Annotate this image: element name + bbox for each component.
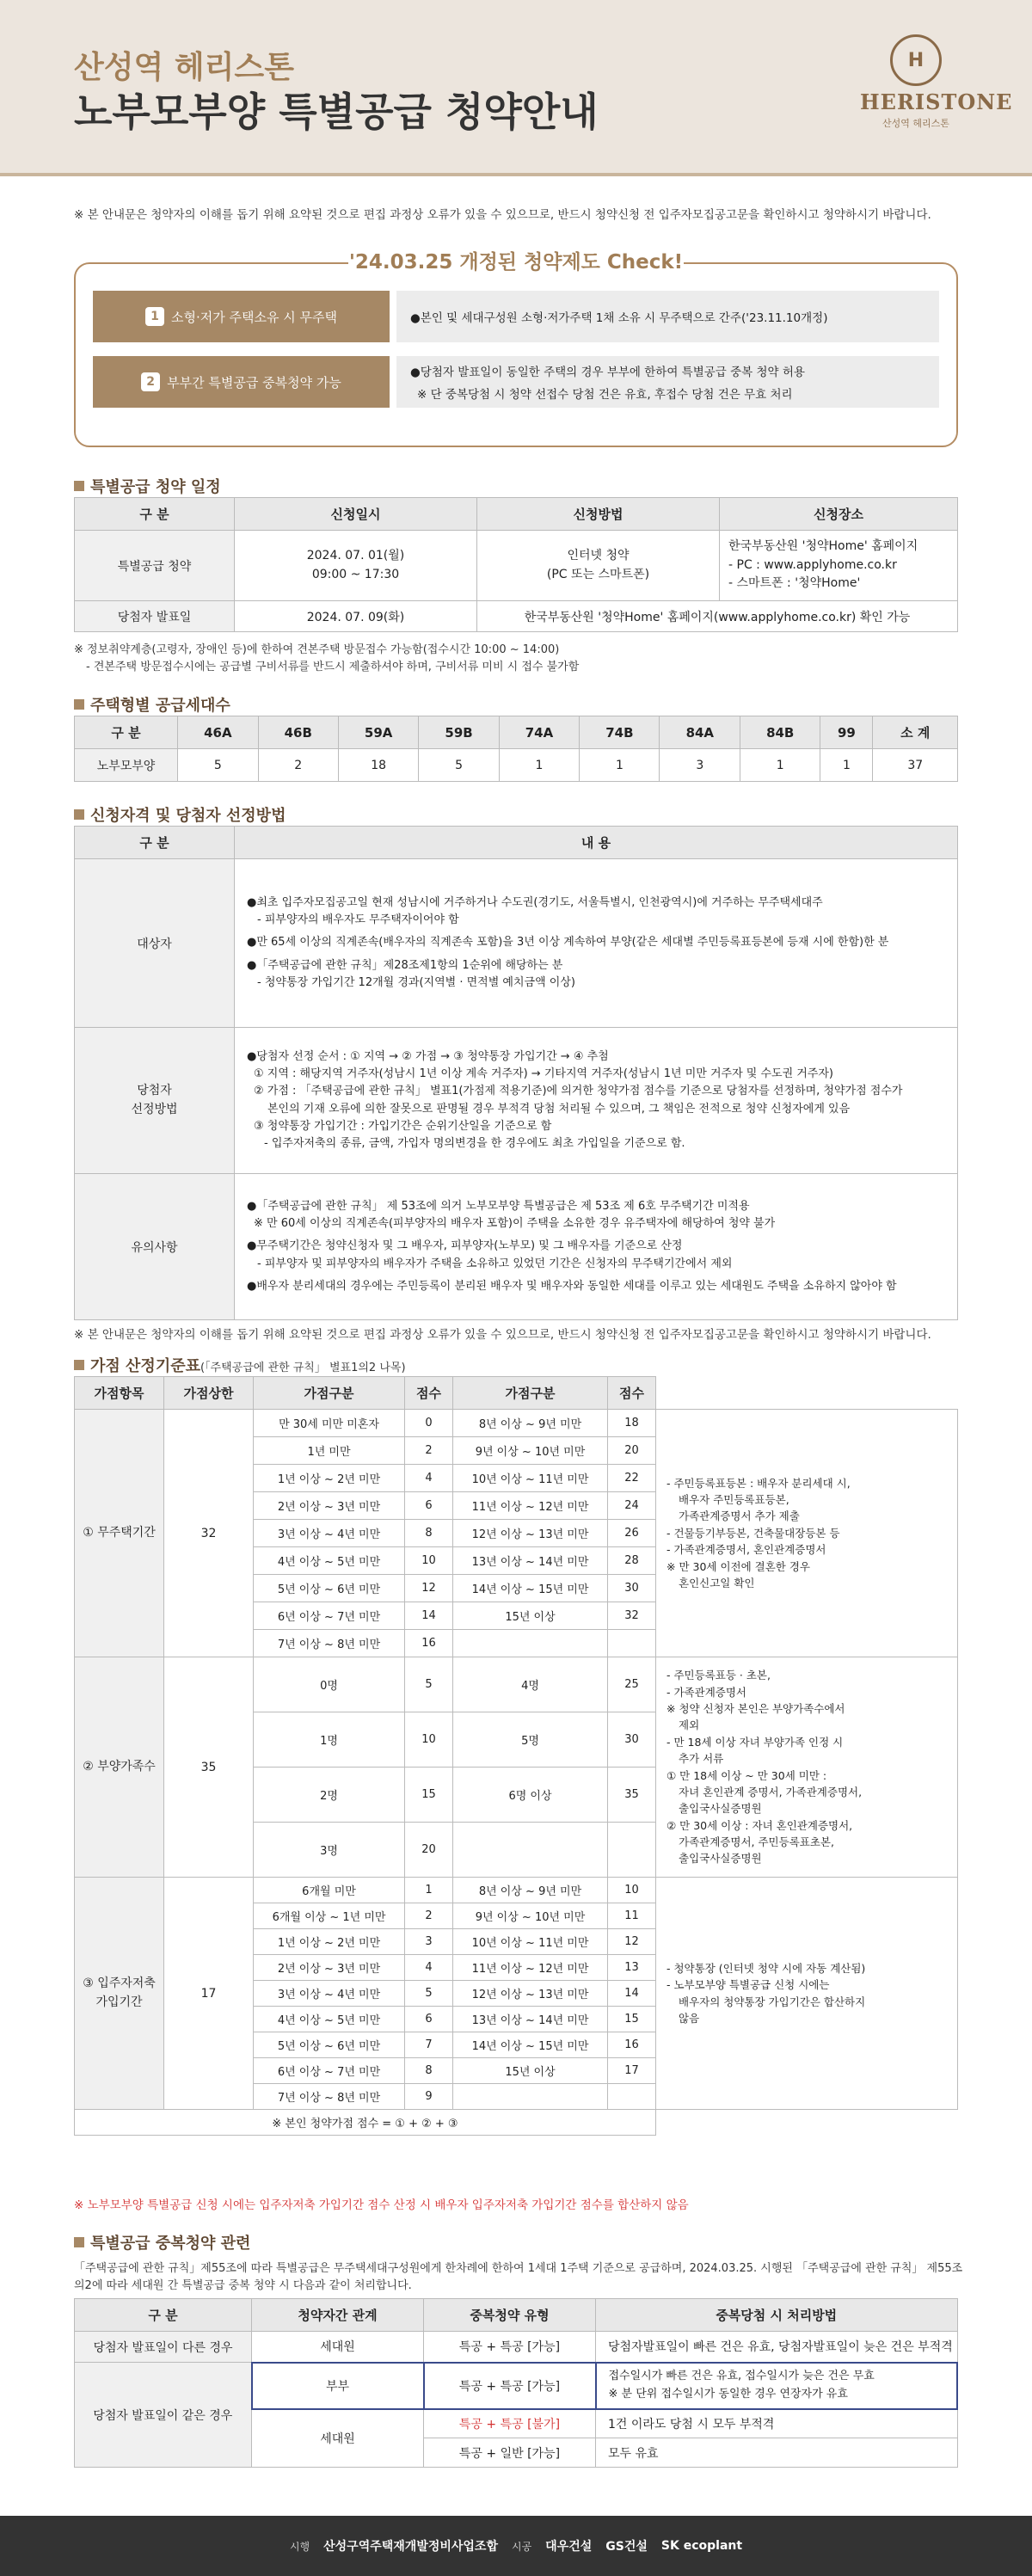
score-total: ※ 본인 청약가점 점수 = ① + ② + ③ — [75, 2110, 656, 2136]
score-cell: 9년 이상 ~ 10년 미만 — [453, 1903, 608, 1929]
footer-company-1: 대우건설 — [545, 2540, 593, 2554]
score-cell — [453, 1823, 608, 1878]
score-cell: 7 — [405, 2032, 453, 2058]
brand-logo — [860, 34, 1013, 130]
score-cell: 22 — [608, 1465, 656, 1492]
score-cell: 8 — [405, 1520, 453, 1547]
score-cell: 1명 — [254, 1712, 405, 1768]
score-cell: 2년 이상 ~ 3년 미만 — [254, 1955, 405, 1981]
score-cell: 5명 — [453, 1712, 608, 1768]
score-cell: 6년 이상 ~ 7년 미만 — [254, 2058, 405, 2084]
section-title-supply: 주택형별 공급세대수 — [74, 693, 230, 716]
score-cell: 11년 이상 ~ 12년 미만 — [453, 1492, 608, 1520]
score-cell: 4 — [405, 1465, 453, 1492]
score-table: 가점항목 가점상한 가점구분 점수 가점구분 점수 ① 무주택기간 32 만 30세 미만 미혼자 0 8년 이상 ~ 9년 미만 18 - 주민등록표등본 : 배우자 분리세대 시, 배우자 주민등록표등본, 가족관계증명서 추가 제출 - 건물등기부등본, 건축물대장등본 등 - 가족관계증명서, 혼인관계증명서 ※ 만 30세 이전에 결혼한 경우 혼인신고일 확인 1년 미만 2 9년 이상 ~ 10년 미만 20 1년 이상 ~ 2년 미만 4 10년 이상 ~ 11년 미만 22 2년 이상 ~ 3년 미만 6 11년 이상 ~ 12년 미만 24 3년 이상 ~ 4년 미만 8 12년 이상 ~ 13년 미만 26 4년 이상 ~ 5년 미만 10 13년 이상 ~ 14년 미만 28 5년 이상 ~ 6년 미만 12 14년 이상 ~ 15년 미만 30 6년 이상 ~ 7년 미만 14 15년 이상 32 7년 이상 ~ 8년 미만 16 ② 부양가족수 35 0명 5 4명 25 - 주민등록표등 · 초본, - 가족관계증명서 ※ 청약 신청자 본인은 부양가족수에서 제외 - 만 18세 이상 자녀 부양가족 인정 시 추가 서류 ① 만 18세 이상 ~ 만 30세 미만 : 자녀 혼인관계 증명서, 가족관계증명서, 출입국사실증명원 ② 만 30세 이상 : 자녀 혼인관계증명서, 가족관계증명서, 주민등록표초본, 출입국사실증명원 1명 10 5명 30 2명 15 6명 이상 35 3명 20 ③ 입주자저축 가입기간 17 6개월 미만 1 8년 이상 ~ 9년 미만 10 - 청약통장 (인터넷 청약 시에 자동 계산됨) - 노부모부양 특별공급 신청 시에는 배우자의 청약통장 가입기간은 합산하지 않음 6개월 이상 ~ 1년 미만 2 9년 이상 ~ 10년 미만 11 1년 이상 ~ 2년 미만 3 10년 이상 ~ 11년 미만 12 2년 이상 ~ 3년 미만 4 11년 이상 ~ 12년 미만 13 3년 이상 ~ 4년 미만 5 12년 이상 ~ 13년 미만 14 4년 이상 ~ 5년 미만 6 13년 이상 ~ 14년 미만 15 5년 이상 ~ 6년 미만 7 14년 이상 ~ 15년 미만 16 6년 이상 ~ 7년 미만 8 15년 이상 17 7년 이상 ~ 8년 미만 9 ※ 본인 청약가점 점수 = ① + ② + ③ — [74, 1376, 958, 2136]
score-cell: 14년 이상 ~ 15년 미만 — [453, 2032, 608, 2058]
score-cell: 0명 — [254, 1657, 405, 1712]
score-cell — [453, 2084, 608, 2110]
score-cell: 10 — [608, 1878, 656, 1903]
score-row — [75, 1657, 958, 1712]
score-cell: 25 — [608, 1657, 656, 1712]
score-item-note: - 주민등록표등 · 초본, - 가족관계증명서 ※ 청약 신청자 본인은 부양가족수에서 제외 - 만 18세 이상 자녀 부양가족 인정 시 추가 서류 ① 만 18세 이상 ~ 만 30세 미만 : 자녀 혼인관계 증명서, 가족관계증명서, 출입국사실증명원 ② 만 30세 이상 : 자녀 혼인관계증명서, 가족관계증명서, 주민등록표초본, 출입국사실증명원 — [656, 1657, 958, 1878]
score-cell: 1년 미만 — [254, 1437, 405, 1465]
score-cell: 4명 — [453, 1657, 608, 1712]
score-cell: 10 — [405, 1712, 453, 1768]
score-cell: 30 — [608, 1575, 656, 1602]
score-cell: 12 — [608, 1929, 656, 1955]
score-cell: 2년 이상 ~ 3년 미만 — [254, 1492, 405, 1520]
score-cell: 13년 이상 ~ 14년 미만 — [453, 1547, 608, 1575]
score-cell: 3년 이상 ~ 4년 미만 — [254, 1520, 405, 1547]
score-cell: 7년 이상 ~ 8년 미만 — [254, 1630, 405, 1657]
score-cell: 24 — [608, 1492, 656, 1520]
logo-subtitle: 산성역 헤리스톤 — [882, 118, 949, 129]
score-cell: 17 — [608, 2058, 656, 2084]
change-label: 부부간 특별공급 중복청약 가능 — [167, 374, 341, 390]
page-header — [0, 0, 1032, 176]
logo-emblem-icon: H — [890, 34, 942, 86]
score-row — [75, 1410, 958, 1437]
project-name: 산성역 헤리스톤 — [74, 50, 294, 85]
score-item-max: 17 — [164, 1878, 254, 2110]
change-desc: ●본인 및 세대구성원 소형·저가주택 1채 소유 시 무주택으로 간주('23.11.10개정) — [410, 311, 828, 325]
number-badge: 1 — [145, 307, 164, 326]
score-item-label: ① 무주택기간 — [75, 1410, 164, 1657]
score-cell: 13년 이상 ~ 14년 미만 — [453, 2007, 608, 2032]
score-cell: 0 — [405, 1410, 453, 1437]
footer-company-2: GS건설 — [605, 2540, 648, 2554]
qualification-table: 구 분 내 용 대상자 ●최초 입주자모집공고일 현재 성남시에 거주하거나 수도권(경기도, 서울특별시, 인천광역시)에 거주하는 무주택세대주 - 피부양자의 배우자도 무주택자이어야 함 ●만 65세 이상의 직계존속(배우자의 직계존속 포함)을 3년 이상 계속하여 부양(같은 세대별 주민등록표등본에 등재 시에 한함)한 분 ●「주택공급에 관한 규칙」제28조제1항의 1순위에 해당하는 분 - 청약통장 가입기간 12개월 경과(지역별 · 면적별 예치금액 이상) 당첨자 선정방법 ●당첨자 선정 순서 : ① 지역 → ② 가점 → ③ 청약통장 가입기간 → ④ 추첨 ① 지역 : 해당지역 거주자(성남시 1년 이상 계속 거주자) → 기타지역 거주자(성남시 1년 미만 거주자 및 수도권 거주자) ② 가점 : 「주택공급에 관한 규칙」 별표1(가점제 적용기준)에 의거한 청약가점 점수를 기준으로 당첨자를 선정하며, 청약가점 점수가 본인의 기재 오류에 의한 잘못으로 판명될 경우 부적격 당첨 처리될 수 있으며, 그 책임은 전적으로 청약 신청자에게 있음 ③ 청약통장 가입기간 : 가입기간은 순위기산일을 기준으로 함 - 입주자저축의 종류, 금액, 가입자 명의변경을 한 경우에도 최초 가입일을 기준으로 함. 유의사항 ●「주택공급에 관한 규칙」 제 53조에 의거 노부모부양 특별공급은 제 53조 제 6호 무주택기간 미적용 ※ 만 60세 이상의 직계존속(피부양자의 배우자 포함)이 주택을 소유한 경우 유주택자에 해당하여 청약 불가 ●무주택기간은 청약신청자 및 그 배우자, 피부양자(노부모) 및 그 배우자를 기준으로 산정 - 피부양자 및 피부양자의 배우자가 주택을 소유하고 있었던 기간은 신청자의 무주택기간에서 제외 ●배우자 분리세대의 경우에는 주민등록이 분리된 배우자 및 배우자와 동일한 세대를 이루고 있는 세대원도 주택을 소유하지 않아야 함 — [74, 826, 958, 1320]
score-cell: 4 — [405, 1955, 453, 1981]
score-red-note: ※ 노부모부양 특별공급 신청 시에는 입주자저축 가입기간 점수 산정 시 배우자 입주자저축 가입기간 점수를 합산하지 않음 — [74, 2198, 689, 2212]
score-cell: 32 — [608, 1602, 656, 1630]
score-cell: 9 — [405, 2084, 453, 2110]
change-check-title: '24.03.25 개정된 청약제도 Check! — [348, 247, 684, 278]
score-item-max: 35 — [164, 1657, 254, 1878]
score-cell: 7년 이상 ~ 8년 미만 — [254, 2084, 405, 2110]
score-cell: 16 — [405, 1630, 453, 1657]
schedule-note-1: ※ 정보취약계층(고령자, 장애인 등)에 한하여 견본주택 방문접수 가능함(접수시간 10:00 ~ 14:00) — [74, 643, 560, 656]
duplicate-table: 구 분 청약자간 관계 중복청약 유형 중복당첨 시 처리방법 당첨자 발표일이 다른 경우 세대원 특공 + 특공 [가능] 당첨자발표일이 빠른 건은 유효, 당첨자발표일이 늦은 건은 부적격 당첨자 발표일이 같은 경우 부부 특공 + 특공 [가능] 접수일시가 빠른 건은 유효, 접수일시가 늦은 건은 무효 ※ 분 단위 접수일시가 동일한 경우 연장자가 유효 세대원 특공 + 특공 [불가] 1건 이라도 당첨 시 모두 부적격 특공 + 일반 [가능] 모두 유효 — [74, 2298, 958, 2468]
score-cell: 8 — [405, 2058, 453, 2084]
score-cell: 10년 이상 ~ 11년 미만 — [453, 1929, 608, 1955]
score-cell — [608, 2084, 656, 2110]
score-cell: 28 — [608, 1547, 656, 1575]
score-cell: 5년 이상 ~ 6년 미만 — [254, 2032, 405, 2058]
score-cell: 14년 이상 ~ 15년 미만 — [453, 1575, 608, 1602]
score-cell: 2 — [405, 1903, 453, 1929]
top-notice: ※ 본 안내문은 청약자의 이해를 돕기 위해 요약된 것으로 편집 과정상 오류가 있을 수 있으므로, 반드시 청약신청 전 입주자모집공고문을 확인하시고 청약하시기 바랍니다. — [74, 208, 931, 222]
change-desc-note: ※ 단 중복당첨 시 청약 선접수 당첨 건은 유효, 후접수 당첨 건은 무효 처리 — [417, 388, 793, 402]
score-cell: 12년 이상 ~ 13년 미만 — [453, 1520, 608, 1547]
score-cell: 35 — [608, 1768, 656, 1823]
score-row — [75, 1878, 958, 1903]
score-item-note: - 주민등록표등본 : 배우자 분리세대 시, 배우자 주민등록표등본, 가족관계증명서 추가 제출 - 건물등기부등본, 건축물대장등본 등 - 가족관계증명서, 혼인관계증명서 ※ 만 30세 이전에 결혼한 경우 혼인신고일 확인 — [656, 1410, 958, 1657]
score-cell: 4년 이상 ~ 5년 미만 — [254, 2007, 405, 2032]
page-footer: 시행 산성구역주택재개발정비사업조합 시공 대우건설 GS건설 SK ecoplant — [0, 2516, 1032, 2576]
score-cell: 12년 이상 ~ 13년 미만 — [453, 1981, 608, 2007]
score-cell: 6명 이상 — [453, 1768, 608, 1823]
score-cell — [608, 1823, 656, 1878]
score-cell: 15 — [608, 2007, 656, 2032]
score-cell: 1년 이상 ~ 2년 미만 — [254, 1929, 405, 1955]
score-cell: 2 — [405, 1437, 453, 1465]
score-cell: 만 30세 미만 미혼자 — [254, 1410, 405, 1437]
score-cell: 15년 이상 — [453, 1602, 608, 1630]
score-cell: 6개월 이상 ~ 1년 미만 — [254, 1903, 405, 1929]
score-cell: 13 — [608, 1955, 656, 1981]
change-item-1 — [93, 291, 939, 342]
score-cell: 18 — [608, 1410, 656, 1437]
mid-notice: ※ 본 안내문은 청약자의 이해를 돕기 위해 요약된 것으로 편집 과정상 오류가 있을 수 있으므로, 반드시 청약신청 전 입주자모집공고문을 확인하시고 청약하시기 바랍니다. — [74, 1328, 931, 1342]
score-cell: 12 — [405, 1575, 453, 1602]
score-cell: 3 — [405, 1929, 453, 1955]
schedule-note-2: - 견본주택 방문접수시에는 공급별 구비서류를 반드시 제출하셔야 하며, 구비서류 미비 시 접수 불가함 — [86, 661, 580, 673]
score-cell — [608, 1630, 656, 1657]
score-cell: 10년 이상 ~ 11년 미만 — [453, 1465, 608, 1492]
score-cell: 10 — [405, 1547, 453, 1575]
schedule-table: 구 분 신청일시 신청방법 신청장소 특별공급 청약 2024. 07. 01(월) 09:00 ~ 17:30 인터넷 청약 (PC 또는 스마트폰) 한국부동산원 '청약Home' 홈페이지 - PC : www.applyhome.co.kr - 스마트폰 : '청약Home' 당첨자 발표일 2024. 07. 09(화) 한국부동산원 '청약Home' 홈페이지(www.applyhome.co.kr) 확인 가능 — [74, 497, 958, 632]
score-cell: 6 — [405, 2007, 453, 2032]
change-desc: ●당첨자 발표일이 동일한 주택의 경우 부부에 한하여 특별공급 중복 청약 허용 — [410, 366, 805, 379]
change-label: 소형·저가 주택소유 시 무주택 — [171, 309, 337, 325]
score-cell: 5년 이상 ~ 6년 미만 — [254, 1575, 405, 1602]
score-cell: 8년 이상 ~ 9년 미만 — [453, 1878, 608, 1903]
score-cell: 8년 이상 ~ 9년 미만 — [453, 1410, 608, 1437]
score-cell: 30 — [608, 1712, 656, 1768]
score-group-dependents — [75, 1657, 958, 1878]
score-cell: 11년 이상 ~ 12년 미만 — [453, 1955, 608, 1981]
dup-desc-1: 「주택공급에 관한 규칙」제55조에 따라 특별공급은 무주택세대구성원에게 한차례에 한하여 1세대 1주택 기준으로 공급하며, 2024.03.25. 시행된 「주택공급에 관한 규칙」 제55조 — [74, 2262, 963, 2275]
section-title-qualification: 신청자격 및 당첨자 선정방법 — [74, 803, 286, 826]
score-cell: 4년 이상 ~ 5년 미만 — [254, 1547, 405, 1575]
score-cell — [453, 1630, 608, 1657]
score-cell: 6 — [405, 1492, 453, 1520]
change-item-2 — [93, 356, 939, 408]
page-title: 노부모부양 특별공급 청약안내 — [74, 89, 599, 135]
score-cell: 3년 이상 ~ 4년 미만 — [254, 1981, 405, 2007]
score-cell: 20 — [405, 1823, 453, 1878]
score-group-savings — [75, 1878, 958, 2110]
score-cell: 16 — [608, 2032, 656, 2058]
score-cell: 1 — [405, 1878, 453, 1903]
section-title-duplicate: 특별공급 중복청약 관련 — [74, 2231, 250, 2253]
score-cell: 11 — [608, 1903, 656, 1929]
score-cell: 15 — [405, 1768, 453, 1823]
score-cell: 20 — [608, 1437, 656, 1465]
score-cell: 14 — [608, 1981, 656, 2007]
score-cell: 15년 이상 — [453, 2058, 608, 2084]
score-item-label: ③ 입주자저축 가입기간 — [75, 1878, 164, 2110]
score-cell: 5 — [405, 1657, 453, 1712]
score-item-label: ② 부양가족수 — [75, 1657, 164, 1878]
footer-org: 산성구역주택재개발정비사업조합 — [323, 2540, 498, 2554]
score-cell: 14 — [405, 1602, 453, 1630]
supply-table: 구 분 46A 46B 59A 59B 74A 74B 84A 84B 99 소 계 노부모부양 5 2 18 5 1 1 3 1 1 37 — [74, 716, 958, 782]
section-title-score: 가점 산정기준표(「주택공급에 관한 규칙」 별표1의2 나목) — [74, 1354, 406, 1376]
score-cell: 6년 이상 ~ 7년 미만 — [254, 1602, 405, 1630]
score-group-homeless — [75, 1410, 958, 1657]
score-cell: 26 — [608, 1520, 656, 1547]
logo-name: HERISTONE — [860, 89, 1013, 114]
score-cell: 5 — [405, 1981, 453, 2007]
score-cell: 3명 — [254, 1823, 405, 1878]
footer-company-3: SK ecoplant — [660, 2539, 743, 2553]
section-title-schedule: 특별공급 청약 일정 — [74, 475, 221, 497]
score-item-note: - 청약통장 (인터넷 청약 시에 자동 계산됨) - 노부모부양 특별공급 신청 시에는 배우자의 청약통장 가입기간은 합산하지 않음 — [656, 1878, 958, 2110]
score-item-max: 32 — [164, 1410, 254, 1657]
dup-desc-2: 의2에 따라 세대원 간 특별공급 중복 청약 시 다음과 같이 처리합니다. — [74, 2279, 412, 2292]
number-badge: 2 — [141, 372, 160, 391]
score-cell: 1년 이상 ~ 2년 미만 — [254, 1465, 405, 1492]
score-cell: 9년 이상 ~ 10년 미만 — [453, 1437, 608, 1465]
header-divider — [0, 173, 1032, 176]
score-cell: 6개월 미만 — [254, 1878, 405, 1903]
score-cell: 2명 — [254, 1768, 405, 1823]
